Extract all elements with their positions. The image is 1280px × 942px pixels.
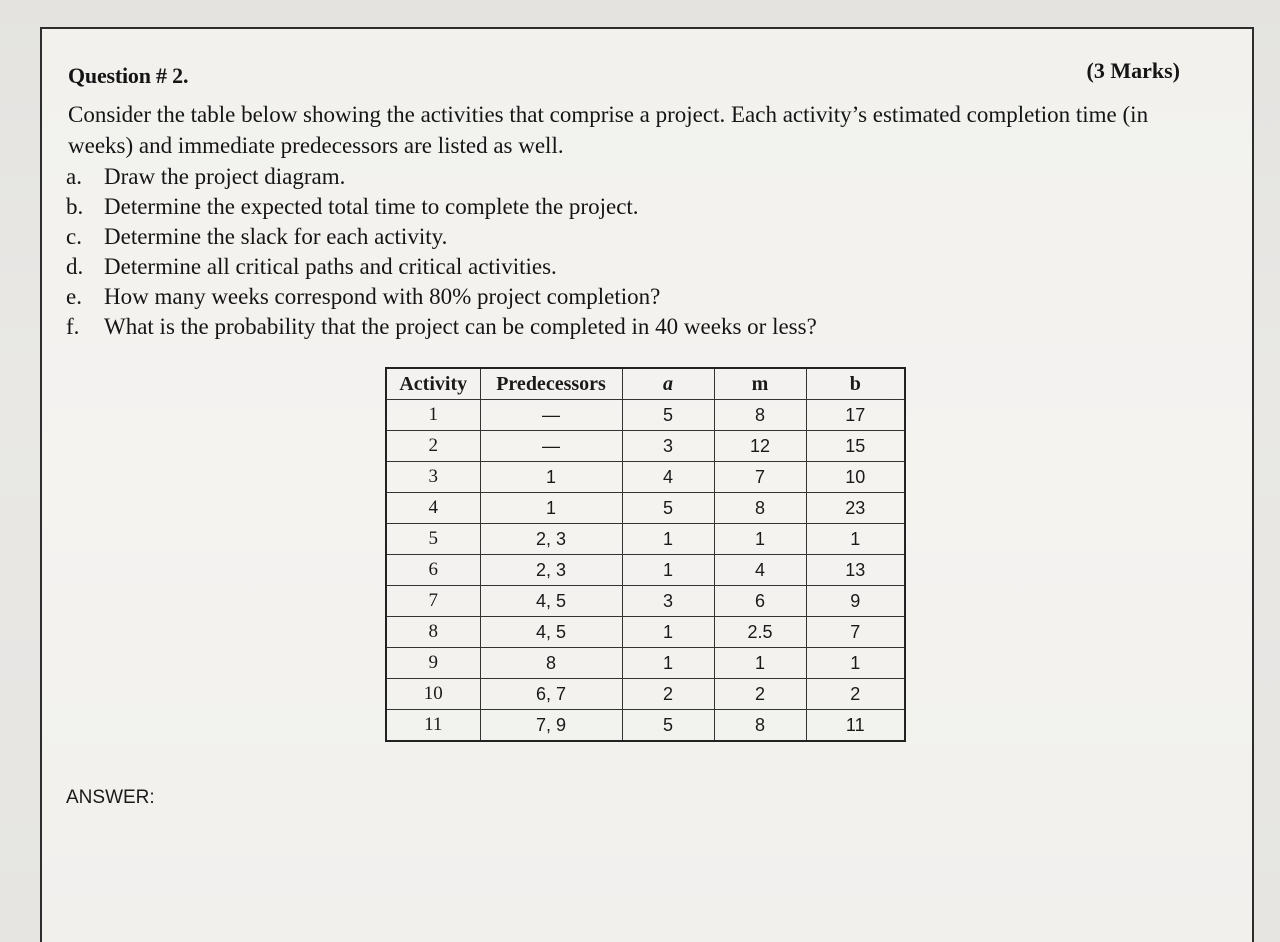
cell-predecessors: 2, 3 <box>480 524 622 555</box>
answer-label: ANSWER: <box>66 787 155 808</box>
cell-b: 9 <box>806 586 905 617</box>
part-label: a. <box>66 164 82 189</box>
cell-predecessors: — <box>480 400 622 431</box>
question-intro: Consider the table below showing the activities that comprise a project. Each activity’s estimated completion time (in weeks) and immediate predecessors are listed as well. <box>68 102 1149 158</box>
cell-m: 4 <box>714 555 806 586</box>
activity-table-wrapper <box>385 367 906 742</box>
question-parts-list <box>66 162 817 342</box>
cell-predecessors: 4, 5 <box>480 617 622 648</box>
cell-b: 15 <box>806 431 905 462</box>
cell-a: 3 <box>622 431 714 462</box>
cell-activity: 2 <box>386 431 480 462</box>
cell-m: 8 <box>714 400 806 431</box>
cell-m: 1 <box>714 648 806 679</box>
table-row <box>386 710 905 742</box>
cell-b: 2 <box>806 679 905 710</box>
cell-m: 6 <box>714 586 806 617</box>
cell-m: 7 <box>714 462 806 493</box>
header-m: m <box>714 368 806 400</box>
part-label: f. <box>66 314 80 339</box>
header-activity: Activity <box>386 368 480 400</box>
cell-b: 7 <box>806 617 905 648</box>
part-text: Determine all critical paths and critical activities. <box>104 254 557 279</box>
part-text: Draw the project diagram. <box>104 164 346 189</box>
cell-b: 17 <box>806 400 905 431</box>
table-row <box>386 586 905 617</box>
cell-activity: 1 <box>386 400 480 431</box>
cell-activity: 9 <box>386 648 480 679</box>
cell-predecessors: — <box>480 431 622 462</box>
cell-activity: 7 <box>386 586 480 617</box>
question-part <box>66 252 817 282</box>
table-row <box>386 431 905 462</box>
cell-b: 10 <box>806 462 905 493</box>
cell-m: 8 <box>714 710 806 742</box>
question-marks: (3 Marks) <box>1086 58 1180 83</box>
question-part <box>66 222 817 252</box>
header-a: a <box>622 368 714 400</box>
cell-activity: 11 <box>386 710 480 742</box>
part-text: Determine the expected total time to complete the project. <box>104 194 639 219</box>
cell-activity: 5 <box>386 524 480 555</box>
question-part <box>66 282 817 312</box>
cell-m: 8 <box>714 493 806 524</box>
cell-m: 2.5 <box>714 617 806 648</box>
cell-predecessors: 8 <box>480 648 622 679</box>
cell-predecessors: 7, 9 <box>480 710 622 742</box>
cell-activity: 4 <box>386 493 480 524</box>
question-part <box>66 162 817 192</box>
cell-m: 1 <box>714 524 806 555</box>
worksheet-page <box>40 27 1254 942</box>
cell-b: 1 <box>806 648 905 679</box>
part-label: e. <box>66 284 82 309</box>
table-row <box>386 493 905 524</box>
activity-table <box>385 367 906 742</box>
cell-a: 5 <box>622 710 714 742</box>
table-header-row <box>386 368 905 400</box>
cell-b: 13 <box>806 555 905 586</box>
cell-activity: 8 <box>386 617 480 648</box>
cell-a: 2 <box>622 679 714 710</box>
cell-b: 1 <box>806 524 905 555</box>
part-label: d. <box>66 254 84 279</box>
cell-m: 2 <box>714 679 806 710</box>
cell-predecessors: 2, 3 <box>480 555 622 586</box>
part-label: b. <box>66 194 84 219</box>
cell-predecessors: 4, 5 <box>480 586 622 617</box>
table-row <box>386 524 905 555</box>
cell-activity: 3 <box>386 462 480 493</box>
cell-m: 12 <box>714 431 806 462</box>
table-row <box>386 679 905 710</box>
question-part <box>66 192 817 222</box>
cell-b: 11 <box>806 710 905 742</box>
cell-a: 4 <box>622 462 714 493</box>
part-text: What is the probability that the project can be completed in 40 weeks or less? <box>104 314 817 339</box>
table-row <box>386 400 905 431</box>
cell-a: 5 <box>622 493 714 524</box>
cell-a: 3 <box>622 586 714 617</box>
cell-a: 1 <box>622 555 714 586</box>
header-predecessors: Predecessors <box>480 368 622 400</box>
cell-activity: 10 <box>386 679 480 710</box>
table-row <box>386 462 905 493</box>
cell-a: 1 <box>622 524 714 555</box>
question-title: Question # 2. <box>68 63 189 88</box>
table-row <box>386 555 905 586</box>
part-text: Determine the slack for each activity. <box>104 224 448 249</box>
cell-predecessors: 6, 7 <box>480 679 622 710</box>
cell-a: 1 <box>622 617 714 648</box>
table-row <box>386 617 905 648</box>
part-label: c. <box>66 224 82 249</box>
cell-predecessors: 1 <box>480 493 622 524</box>
table-row <box>386 648 905 679</box>
cell-b: 23 <box>806 493 905 524</box>
cell-a: 5 <box>622 400 714 431</box>
header-b: b <box>806 368 905 400</box>
cell-predecessors: 1 <box>480 462 622 493</box>
table-body <box>386 400 905 742</box>
cell-activity: 6 <box>386 555 480 586</box>
cell-a: 1 <box>622 648 714 679</box>
question-part <box>66 312 817 342</box>
part-text: How many weeks correspond with 80% project completion? <box>104 284 661 309</box>
